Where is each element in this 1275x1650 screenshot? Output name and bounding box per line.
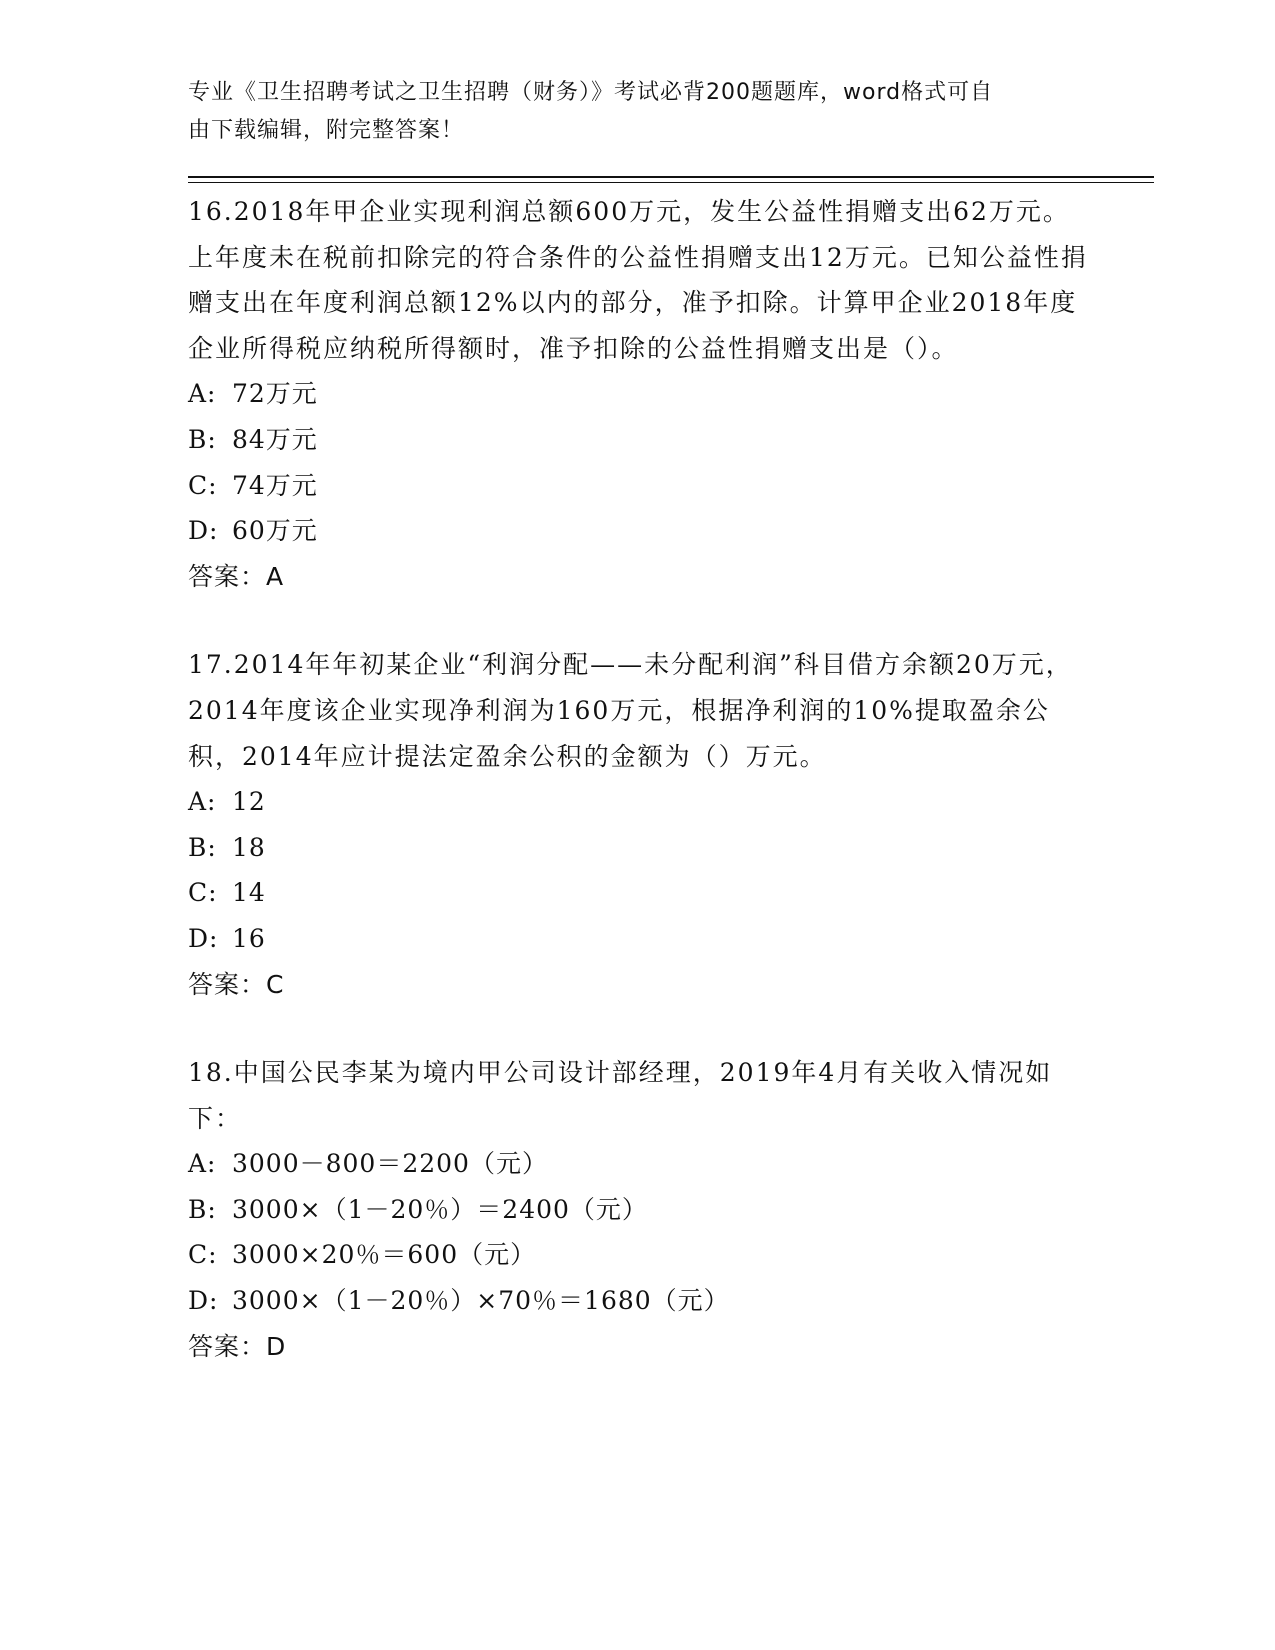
option-letter: D: bbox=[188, 516, 219, 546]
question-text: 18.中国公民李某为境内甲公司设计部经理，2019年4月有关收入情况如下： bbox=[188, 1058, 1053, 1133]
option-letter: D: bbox=[188, 1286, 219, 1316]
option-letter: B: bbox=[188, 424, 217, 454]
answer-line: 答案：C bbox=[188, 969, 285, 999]
question-17 bbox=[188, 642, 1088, 1007]
option-list bbox=[188, 779, 1088, 961]
option-list bbox=[188, 371, 1088, 553]
question-18 bbox=[188, 1050, 1088, 1369]
question-list bbox=[188, 189, 1088, 1412]
option-text: 3000×（1－20％）×70％＝1680（元） bbox=[232, 1286, 730, 1316]
option-letter: D: bbox=[188, 923, 219, 953]
option-a bbox=[188, 1141, 1088, 1187]
option-d bbox=[188, 1278, 1088, 1324]
option-text: 74万元 bbox=[232, 470, 318, 500]
option-letter: C: bbox=[188, 1240, 218, 1270]
option-text: 72万元 bbox=[232, 379, 318, 409]
option-text: 3000－800＝2200（元） bbox=[232, 1149, 548, 1179]
option-text: 12 bbox=[232, 787, 266, 817]
option-letter: B: bbox=[188, 832, 217, 862]
option-text: 3000×（1－20％）＝2400（元） bbox=[232, 1194, 648, 1224]
option-text: 60万元 bbox=[232, 516, 318, 546]
question-text: 16.2018年甲企业实现利润总额600万元，发生公益性捐赠支出62万元。上年度未在税前扣除完的符合条件的公益性捐赠支出12万元。已知公益性捐赠支出在年度利润总额12%以内的部分，准予扣除。计算甲企业2018年度企业所得税应纳税所得额时，准予扣除的公益性捐赠支出是（）。 bbox=[188, 197, 1088, 363]
option-letter: B: bbox=[188, 1194, 217, 1224]
option-b bbox=[188, 825, 1088, 871]
option-letter: A: bbox=[188, 787, 217, 817]
option-c bbox=[188, 463, 1088, 509]
option-d bbox=[188, 916, 1088, 962]
option-a bbox=[188, 371, 1088, 417]
question-16 bbox=[188, 189, 1088, 599]
option-text: 14 bbox=[232, 878, 266, 908]
option-letter: C: bbox=[188, 878, 218, 908]
header-divider-thick bbox=[188, 176, 1154, 178]
option-letter: A: bbox=[188, 379, 217, 409]
option-b bbox=[188, 1187, 1088, 1233]
option-a bbox=[188, 779, 1088, 825]
option-text: 84万元 bbox=[232, 424, 318, 454]
option-c bbox=[188, 1232, 1088, 1278]
header-divider-thin bbox=[188, 182, 1154, 183]
option-b bbox=[188, 417, 1088, 463]
header-title-line-1: 专业《卫生招聘考试之卫生招聘（财务）》考试必背200题题库，word格式可自 bbox=[188, 80, 994, 105]
header-title-line-2: 由下载编辑，附完整答案！ bbox=[188, 118, 465, 143]
option-letter: A: bbox=[188, 1149, 217, 1179]
option-d bbox=[188, 508, 1088, 554]
option-text: 16 bbox=[232, 923, 266, 953]
answer-line: 答案：A bbox=[188, 561, 285, 591]
question-text: 17.2014年年初某企业“利润分配——未分配利润”科目借方余额20万元，2014年度该企业实现净利润为160万元，根据净利润的10%提取盈余公积，2014年应计提法定盈余公积的金额为（）万元。 bbox=[188, 650, 1073, 771]
option-list bbox=[188, 1141, 1088, 1323]
option-c bbox=[188, 870, 1088, 916]
option-text: 3000×20％＝600（元） bbox=[232, 1240, 537, 1270]
option-letter: C: bbox=[188, 470, 218, 500]
option-text: 18 bbox=[232, 832, 266, 862]
document-header bbox=[188, 74, 1068, 150]
answer-line: 答案：D bbox=[188, 1331, 287, 1361]
